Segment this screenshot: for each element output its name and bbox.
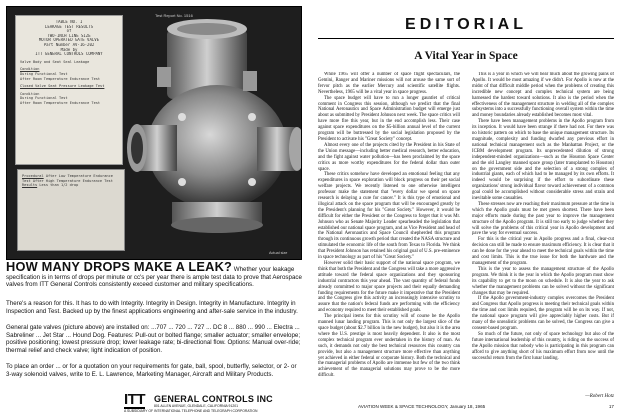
company-subsidiary-line: A SUBSIDIARY OF INTERNATIONAL TELEPHONE AND TELEGRAPH CORPORATION [124, 409, 258, 413]
leakage-test-card-continued [17, 169, 125, 251]
card-line: Closed Valve Seat Pressure Leakage Test [20, 84, 105, 89]
itt-advertisement [6, 6, 302, 414]
editorial-paragraph: So much of the future, not only of space technology but also of the future international leadership of this country, is riding on the success of the Apollo mission that nobody who is participating in this program can afford to give anything short of his maximum effort from now until the successful return from the first lunar landing. [472, 331, 614, 361]
editorial-paragraph: While 1965 will offer a number of space flight spectaculars, the Gemini, Ranger and Mariner missions will not arouse the same sort of fervor pitch as the earlier Mercury and scientific satellite flights. Nevertheless, 1965 will be a vital year in space progress. [318, 72, 460, 95]
editorial-paragraph: The principal items for this scrutiny will of course be the Apollo manned lunar landing program. This is not only the largest slice of the space budget (about $2.7 billion in the new budget), but also it is the area where the U.S. prestige is most heavily dependent. It also is the most complex technical program ever undertaken in the history of man. As such, it demands not only the best technical resources this country can provide, but also a management structure more effective than anything yet achieved in either federal or corporate history. Both the technical and the managerial problems of Apollo are immense but few of the two think achievement of the managerial solutions may prove to be the more difficult. [318, 314, 460, 379]
editorial-column-2 [472, 72, 614, 396]
editorial-paragraph: There have been management problems in the Apollo program from its inception. It would have been strange if there had not. For there was no historic pattern on which to base the unique management structure. Its magnitude, complexity and funding dwarfed any previous effort in national technical management such as the Manhattan Project, or the ICBM development program. Its unprecedented dilution of strong independent-minded organizations—such as the Houston Space Center and the old Langley manned space group (later transplanted to Houston) on the government side and the selection of a strong complex of industrial giants, each of which had to be managed by its own efforts. It indeed would be surprising if the effort to subordinate these organizations' strong individual flavor toward achievement of a common goal could be accomplished without considerable stress and strain and inevitable some casualties. [472, 119, 614, 202]
publication-line: AVIATION WEEK & SPACE TECHNOLOGY, January 18, 1965 [358, 404, 486, 409]
company-name: GENERAL CONTROLS INC [154, 394, 273, 404]
ad-headline-block [6, 259, 302, 289]
company-address: 801 ALLEN AVENUE, GLENDALE, CALIFORNIA 91201 [154, 404, 238, 408]
card-line: Condition [20, 91, 40, 96]
card-line: Condition [20, 67, 40, 72]
editorial-paragraph: However solid their basic support of the national space program, we think that both the President and the Congress will take a more aggressive attitude toward the federal space organizations and they sponsoring industrial contractors this year ahead. The vast quantity of federal funds already committed to major space projects and their equally demanding funding requirements for the future make it imperative that the President and the Congress give this activity an increasingly intensive scrutiny to assure that the nation's federal funds are performing with the efficiency and economy required to meet their established goals. [318, 261, 460, 314]
card-line: Made by [60, 47, 78, 52]
photo-caption: Actual size [269, 251, 288, 255]
itt-logo [124, 392, 302, 414]
editorial-page [318, 6, 614, 414]
ad-headline-tail: Whether your leakage specification is in terms of drops per minute or cc's per year there is ample test data to prove that Aerospace valves from ITT General Controls consistently exceed customer and military specifications. [6, 266, 302, 289]
editorial-paragraph: For this is the critical year in Apollo progress and a final, clear-cut decision can still be made to ensure maximum efficiency. It is clear that it can be done for the year ahead to meet the technical goals within the time and cost limits. This is the true issue for both the hardware and the management of the program. [472, 237, 614, 266]
editorial-title: A Vital Year in Space [414, 50, 518, 62]
card-line: LEAKAGE TEST RESULTS [44, 24, 94, 29]
card-line: Part Number AV-16-202 [43, 42, 95, 47]
card-line: Procedural [22, 174, 44, 178]
section-divider [318, 38, 614, 39]
test-report-label: Test Report No. 1516 [155, 13, 193, 18]
editorial-paragraph: If the Apollo government-industry complex overcomes the President and Congress that Apollo progress is meeting their technical goals within the time and cost limits required, the program will be on its way. If not, the national space program will give appreciably higher costs. But if many of the unrealistic problems can be solved, the Congress can give a consent-based program. [472, 296, 614, 331]
card-line: MOTOR OPERATED GATE VALVE [38, 38, 100, 43]
card-line: After Room Temperature Endurance Test [20, 100, 101, 105]
card-line: ITT GENERAL CONTROLS COMPANY [35, 52, 103, 57]
editorial-paragraph: The space budget will have to run a longer gauntlet of critical comment in Congress this session, although we predict that the final National Aeronautics and Space Administration budget will emerge just about as submitted by President Johnson next week. The space critics will have more fire this year, but in the end accomplish less. Their case against space expenditures on the $5-billion annual level of the current program will be buttressed by the social legislation proposed by the President to activate his "Great Society" concept. [318, 95, 460, 142]
section-heading: EDITORIAL [405, 16, 527, 33]
card-line: During Functional Test [20, 96, 68, 101]
card-line: Results [22, 183, 38, 188]
card-line: After Low Temperature Endurance Test [22, 174, 113, 183]
card-line: During Functional Test [20, 71, 68, 76]
editorial-paragraph: This is the year to assess the management structure of the Apollo program. We think it is the year in which the Apollo program must show its capability to get to the moon on schedule. It is also the year to ask whether the management problems can be solved without the significant changes that may be required. [472, 266, 614, 296]
card-line: TWO-INCH LINE SIZE [47, 33, 91, 38]
ad-paragraph: There's a reason for this. It has to do with Integrity. Integrity in Design. Integrity in Manufacture. Integrity in Inspection and Test. Backed up by the finest applications engineering and after-sale service in the industry. [6, 300, 298, 315]
itt-logo-mark: ITT [124, 391, 145, 408]
card-line: of [66, 29, 72, 34]
card-line: TABLE NO. 1 [55, 20, 83, 24]
editorial-paragraph: These stresses now are reaching their maximum pressure at the time in which the Apollo goals must be met green shortest. There have been major efforts made during the past year to improve the management structure of the Apollo program. It is still too early to judge whether they will solve the problems of this critical year in Apollo development and pave the way for eventual success. [472, 201, 614, 237]
card-line: After Room Temperature Endurance Test [20, 76, 101, 81]
ad-photograph [6, 6, 302, 260]
ad-headline: HOW MANY DROPS MAKE A LEAK? [6, 259, 233, 274]
editorial-paragraph: This is a year in which we will hear much about the growing pains of Apollo. It would be most amazing if we didn't. For Apollo is now at the midst of that difficult middle period when the problems of creating this incredible new concept and complex technical system are being harnessed the hardest toward solutions. It also is the period when the effectiveness of the management structure in welding all of the complex subsystems into a successfully functioning overall system within the time and money boundaries already established becomes most vital. [472, 72, 614, 119]
card-line: After High Temperature Endurance Test [32, 178, 113, 183]
page-number: 17 [608, 404, 614, 409]
editorial-column-1 [318, 72, 460, 396]
editorial-paragraph: Almost every one of the projects cited by the President in his State of the Union message—including better medical research, better education, and the fight against water pollution—has been proclaimed by the space critics as more worthy expenditures for the federal dollar than outer space. [318, 142, 460, 172]
card-line: Valve Body and Seat Seal Leakage [20, 59, 90, 64]
leakage-test-card [15, 15, 123, 165]
ad-paragraph: General gate valves (picture above) are installed on: ...707 ... 720 ... 727 ... DC 8 ... 880 ... 990 ... Electra ... Sabreliner ... Jet Star ... Hound Dog. Features: Pull-out or bolted flange; smaller actuator; smaller envelope; positive positioning; lowest pressure drop; lower leakage rate; bi-directional flow. Options: Manual over-ride; thermal relief and check valve; light indication of position. [6, 324, 301, 354]
editorial-paragraph: These critics somehow have developed an emotional feeling that any expenditures in space exploration will block progress on their pet social welfare projects. We recently listened to one otherwise intelligent professor make the statement that "every dollar we spend on space research is delaying a cure for cancer." It is this type of emotional and illogical attack on the space program that will be encouraged greatly by the President's planning for his "Great Society." However, it would be difficult for either the President or the Congress to forget that it was Mr. Johnson who as Senate Majority Leader spearheaded the legislation that established our national space program, and as Vice President and head of the National Aeronautics and Space Council shepherded this program through its continuous growth period that created the NASA structure and stimulated the economic life of the south from Texas to Florida. We think that President Johnson has retained his original goal of U.S. pre-eminence in space technology as part of his "Great Society." [318, 172, 460, 261]
author-signature: —Robert Hotz [585, 394, 614, 399]
ad-paragraph: To place an order ... or for a quotation on your requirements for gate, ball, spool, butterfly, selector, or 2- or 3-way solenoid valves, write to E. L. Lawrence, Marketing Manager, Aircraft and Military Products. [6, 363, 297, 378]
card-line: Less than 1/2 drop [39, 183, 79, 188]
